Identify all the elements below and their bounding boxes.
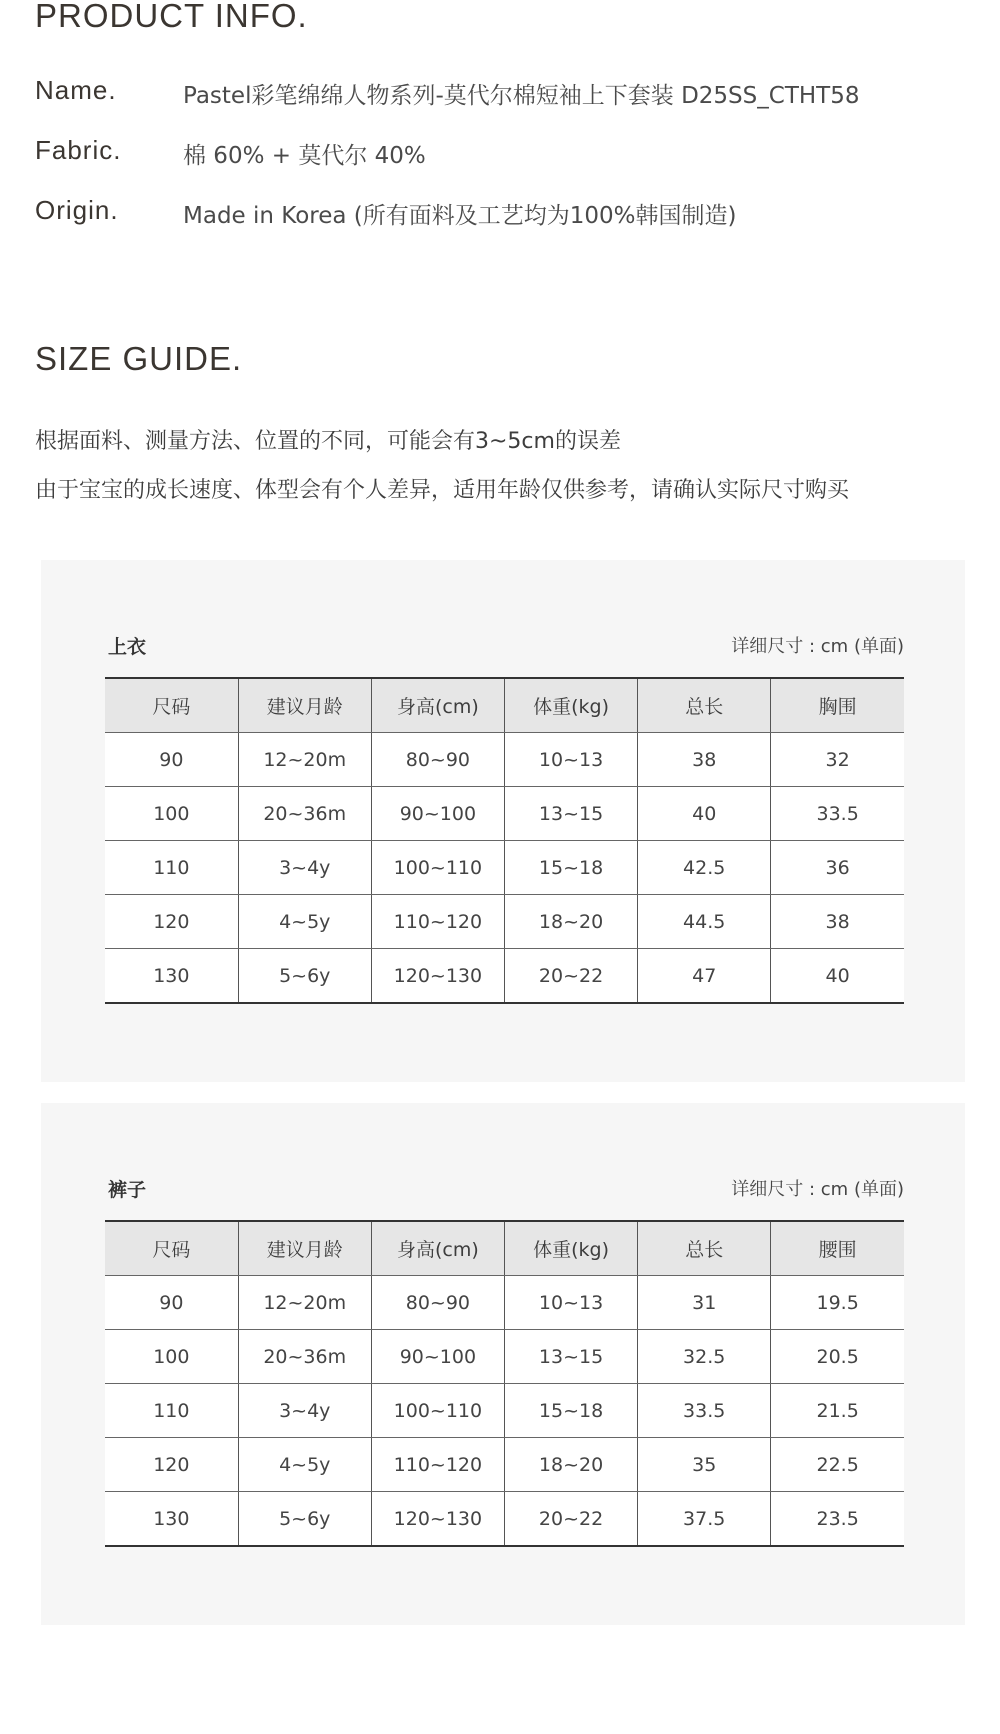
cell-age: 5~6y [238,949,371,1004]
table-row [105,733,904,787]
size-panel-top [41,560,965,1082]
cell-height: 80~90 [371,1276,504,1330]
cell-length: 37.5 [638,1492,771,1547]
cell-size: 100 [105,1330,238,1384]
cell-chest: 32 [771,733,904,787]
info-label-fabric: Fabric. [35,135,122,165]
table-row [105,1492,904,1547]
table-row [105,841,904,895]
cell-chest: 33.5 [771,787,904,841]
cell-weight: 15~18 [504,1384,637,1438]
product-info-title: PRODUCT INFO. [35,0,308,34]
cell-age: 5~6y [238,1492,371,1547]
cell-height: 80~90 [371,733,504,787]
cell-height: 120~130 [371,949,504,1004]
cell-waist: 23.5 [771,1492,904,1547]
info-label-name: Name. [35,75,117,105]
cell-weight: 13~15 [504,1330,637,1384]
cell-age: 4~5y [238,895,371,949]
cell-size: 130 [105,1492,238,1547]
cell-waist: 19.5 [771,1276,904,1330]
info-label-origin: Origin. [35,195,119,225]
cell-length: 32.5 [638,1330,771,1384]
info-row-origin [35,195,975,235]
cell-chest: 40 [771,949,904,1004]
cell-chest: 38 [771,895,904,949]
cell-age: 3~4y [238,1384,371,1438]
table-row [105,1276,904,1330]
cell-length: 33.5 [638,1384,771,1438]
size-guide-title: SIZE GUIDE. [35,340,243,377]
table-title: 上衣 [108,636,147,658]
cell-length: 44.5 [638,895,771,949]
cell-size: 120 [105,1438,238,1492]
table-title: 裤子 [108,1179,147,1201]
header-length: 总长 [638,678,771,733]
table-unit-note: 详细尺寸 : cm (单面) [731,1179,904,1200]
cell-size: 110 [105,1384,238,1438]
cell-size: 130 [105,949,238,1004]
table-header-row [105,678,904,733]
cell-length: 35 [638,1438,771,1492]
table-header-row [105,1221,904,1276]
cell-length: 40 [638,787,771,841]
cell-length: 47 [638,949,771,1004]
cell-weight: 18~20 [504,895,637,949]
cell-length: 31 [638,1276,771,1330]
cell-length: 38 [638,733,771,787]
cell-weight: 15~18 [504,841,637,895]
header-weight: 体重(kg) [504,678,637,733]
cell-weight: 20~22 [504,1492,637,1547]
header-weight: 体重(kg) [504,1221,637,1276]
header-age: 建议月龄 [238,678,371,733]
cell-weight: 10~13 [504,733,637,787]
table-unit-note: 详细尺寸 : cm (单面) [731,636,904,657]
table-row [105,949,904,1004]
cell-age: 3~4y [238,841,371,895]
size-note-tolerance: 根据面料、测量方法、位置的不同，可能会有3~5cm的误差 [35,429,621,454]
header-waist: 腰围 [771,1221,904,1276]
size-panel-pants [41,1103,965,1625]
table-row [105,1438,904,1492]
cell-size: 90 [105,1276,238,1330]
cell-waist: 21.5 [771,1384,904,1438]
cell-waist: 22.5 [771,1438,904,1492]
cell-length: 42.5 [638,841,771,895]
header-height: 身高(cm) [371,678,504,733]
header-height: 身高(cm) [371,1221,504,1276]
cell-weight: 18~20 [504,1438,637,1492]
cell-size: 110 [105,841,238,895]
cell-age: 12~20m [238,1276,371,1330]
size-note-age-reference: 由于宝宝的成长速度、体型会有个人差异，适用年龄仅供参考，请确认实际尺寸购买 [35,478,850,503]
cell-size: 100 [105,787,238,841]
header-chest: 胸围 [771,678,904,733]
header-age: 建议月龄 [238,1221,371,1276]
table-row [105,895,904,949]
size-table-top [105,677,904,1004]
cell-age: 20~36m [238,1330,371,1384]
table-row [105,1330,904,1384]
info-value-name: Pastel彩笔绵绵人物系列-莫代尔棉短袖上下套装 D25SS_CTHT58 [183,83,860,109]
cell-height: 110~120 [371,1438,504,1492]
cell-size: 90 [105,733,238,787]
table-row [105,787,904,841]
info-value-fabric: 棉 60% + 莫代尔 40% [183,143,426,169]
cell-weight: 20~22 [504,949,637,1004]
header-size: 尺码 [105,678,238,733]
cell-height: 110~120 [371,895,504,949]
cell-weight: 13~15 [504,787,637,841]
cell-height: 90~100 [371,787,504,841]
header-size: 尺码 [105,1221,238,1276]
info-value-origin: Made in Korea (所有面料及工艺均为100%韩国制造) [183,203,737,229]
table-row [105,1384,904,1438]
cell-age: 20~36m [238,787,371,841]
cell-age: 12~20m [238,733,371,787]
cell-height: 100~110 [371,1384,504,1438]
cell-size: 120 [105,895,238,949]
cell-age: 4~5y [238,1438,371,1492]
cell-weight: 10~13 [504,1276,637,1330]
info-row-fabric [35,135,975,175]
cell-waist: 20.5 [771,1330,904,1384]
header-length: 总长 [638,1221,771,1276]
cell-height: 120~130 [371,1492,504,1547]
info-row-name [35,75,975,115]
cell-chest: 36 [771,841,904,895]
cell-height: 90~100 [371,1330,504,1384]
cell-height: 100~110 [371,841,504,895]
size-table-pants [105,1220,904,1547]
